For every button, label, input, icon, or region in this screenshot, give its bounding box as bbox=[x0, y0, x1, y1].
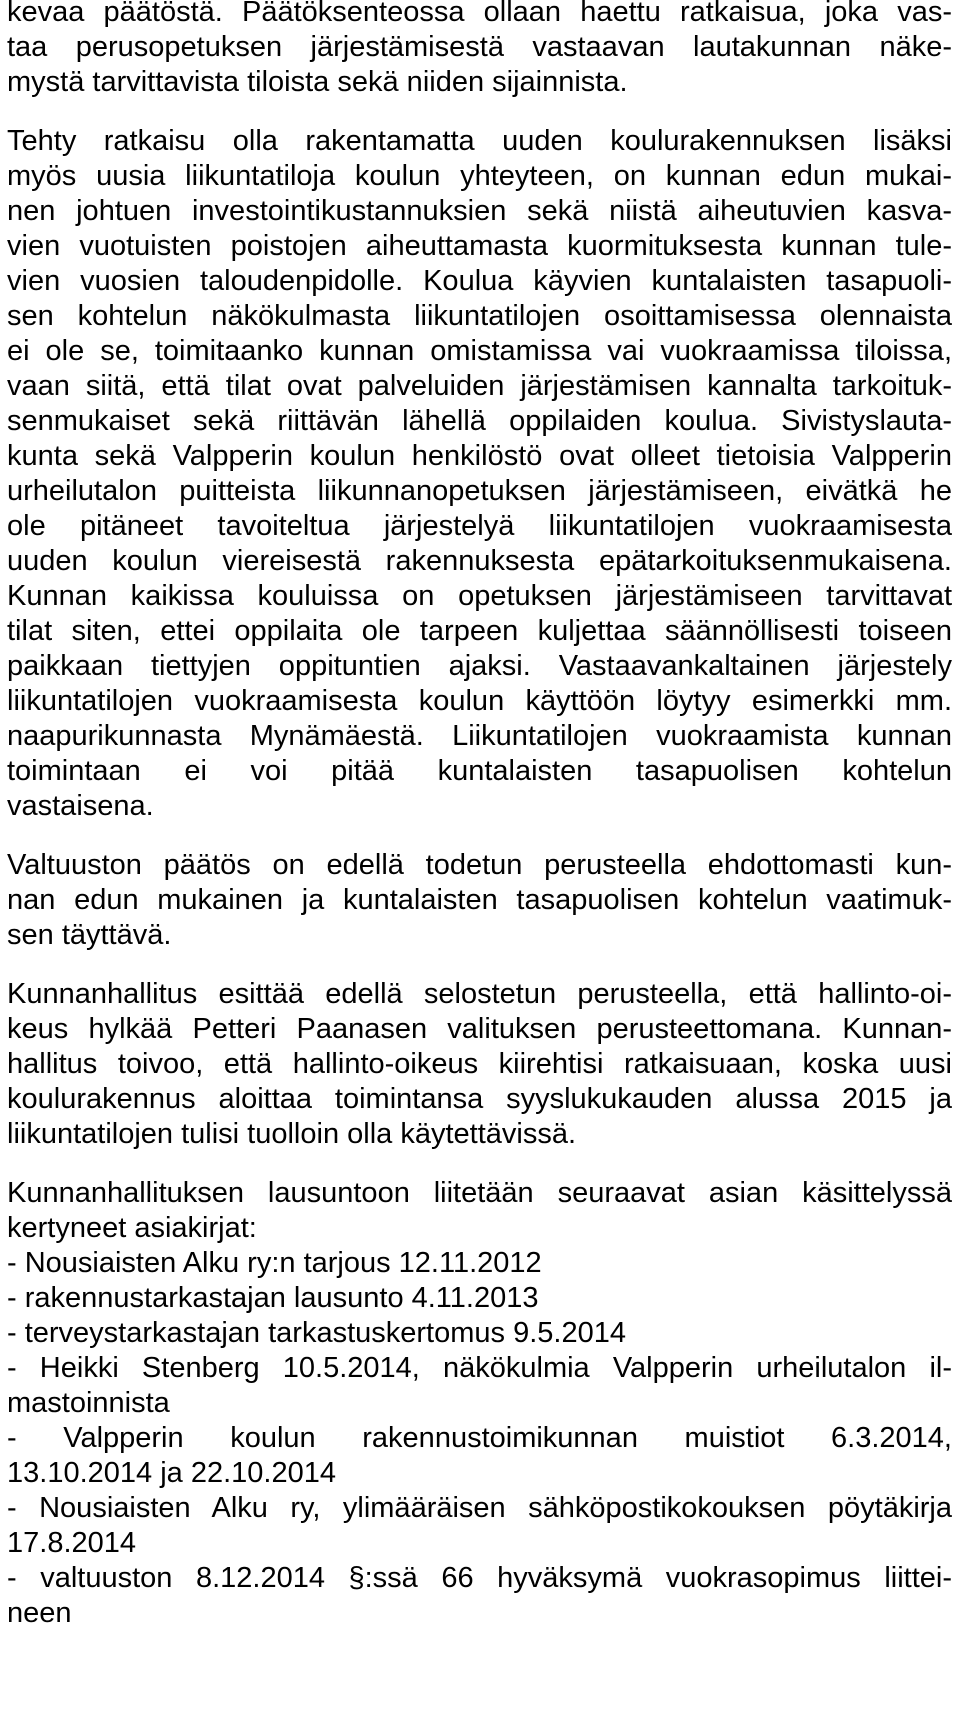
text-line: naapurikunnasta Mynämäestä. Liikuntatilojen vuokraamista kunnan bbox=[7, 720, 952, 752]
text-line: Kunnanhallituksen lausuntoon liitetään seuraavat asian käsittelyssä bbox=[7, 1177, 952, 1209]
list-item: - Heikki Stenberg 10.5.2014, näkökulmia Valpperin urheilutalon il- bbox=[7, 1352, 952, 1384]
text-line: mystä tarvittavista tiloista sekä niiden sijainnista. bbox=[7, 66, 628, 98]
list-item: - rakennustarkastajan lausunto 4.11.2013 bbox=[7, 1282, 539, 1314]
list-item: - valtuuston 8.12.2014 §:ssä 66 hyväksymä vuokrasopimus liittei- bbox=[7, 1562, 952, 1594]
text-line: nan edun mukainen ja kuntalaisten tasapuolisen kohtelun vaatimuk- bbox=[7, 884, 952, 916]
text-line: liikuntatilojen tulisi tuolloin olla käytettävissä. bbox=[7, 1118, 577, 1150]
list-item: neen bbox=[7, 1597, 72, 1629]
list-item: - Valpperin koulun rakennustoimikunnan muistiot 6.3.2014, bbox=[7, 1422, 952, 1454]
list-item: mastoinnista bbox=[7, 1387, 170, 1419]
text-line: Kunnanhallitus esittää edellä selostetun perusteella, että hallinto-oi- bbox=[7, 978, 952, 1010]
text-line: taa perusopetuksen järjestämisestä vastaavan lautakunnan näke- bbox=[7, 31, 952, 63]
text-line: Valtuuston päätös on edellä todetun perusteella ehdottomasti kun- bbox=[7, 849, 952, 881]
text-line: vaan siitä, että tilat ovat palveluiden järjestämisen kannalta tarkoituk- bbox=[7, 370, 952, 402]
text-line: Kunnan kaikissa kouluissa on opetuksen järjestämiseen tarvittavat bbox=[7, 580, 952, 612]
text-line: vien vuosien taloudenpidolle. Koulua käyvien kuntalaisten tasapuoli- bbox=[7, 265, 952, 297]
text-line: urheilutalon puitteista liikunnanopetuksen järjestämiseen, eivätkä he bbox=[7, 475, 952, 507]
list-item: 17.8.2014 bbox=[7, 1527, 137, 1559]
text-line: vastaisena. bbox=[7, 790, 154, 822]
list-item: - Nousiaisten Alku ry:n tarjous 12.11.2012 bbox=[7, 1247, 542, 1279]
text-line: tilat siten, ettei oppilaita ole tarpeen kuljettaa säännöllisesti toiseen bbox=[7, 615, 952, 647]
text-line: Tehty ratkaisu olla rakentamatta uuden koulurakennuksen lisäksi bbox=[7, 125, 952, 157]
text-line: myös uusia liikuntatiloja koulun yhteyteen, on kunnan edun mukai- bbox=[7, 160, 952, 192]
text-line: toimintaan ei voi pitää kuntalaisten tasapuolisen kohtelun bbox=[7, 755, 952, 787]
list-item: 13.10.2014 ja 22.10.2014 bbox=[7, 1457, 336, 1489]
text-line: sen kohtelun näkökulmasta liikuntatilojen osoittamisessa olennaista bbox=[7, 300, 952, 332]
text-line: ei ole se, toimitaanko kunnan omistamissa vai vuokraamissa tiloissa, bbox=[7, 335, 952, 367]
text-line: sen täyttävä. bbox=[7, 919, 172, 951]
text-line: kertyneet asiakirjat: bbox=[7, 1212, 257, 1244]
text-line: vien vuotuisten poistojen aiheuttamasta kuormituksesta kunnan tule- bbox=[7, 230, 952, 262]
text-line: liikuntatilojen vuokraamisesta koulun käyttöön löytyy esimerkki mm. bbox=[7, 685, 952, 717]
text-line: paikkaan tiettyjen oppituntien ajaksi. Vastaavankaltainen järjestely bbox=[7, 650, 952, 682]
text-line: uuden koulun viereisestä rakennuksesta epätarkoituksenmukaisena. bbox=[7, 545, 952, 577]
text-line: keus hylkää Petteri Paanasen valituksen perusteettomana. Kunnan- bbox=[7, 1013, 952, 1045]
text-line: senmukaiset sekä riittävän lähellä oppilaiden koulua. Sivistyslauta- bbox=[7, 405, 952, 437]
text-line: nen johtuen investointikustannuksien sekä niistä aiheutuvien kasva- bbox=[7, 195, 952, 227]
text-line: kunta sekä Valpperin koulun henkilöstö ovat olleet tietoisia Valpperin bbox=[7, 440, 952, 472]
list-item: - Nousiaisten Alku ry, ylimääräisen sähköpostikokouksen pöytäkirja bbox=[7, 1492, 952, 1524]
text-line: ole pitäneet tavoiteltua järjestelyä liikuntatilojen vuokraamisesta bbox=[7, 510, 952, 542]
text-line: hallitus toivoo, että hallinto-oikeus kiirehtisi ratkaisuaan, koska uusi bbox=[7, 1048, 952, 1080]
list-item: - terveystarkastajan tarkastuskertomus 9.5.2014 bbox=[7, 1317, 626, 1349]
text-line: kevaa päätöstä. Päätöksenteossa ollaan haettu ratkaisua, joka vas- bbox=[7, 0, 952, 28]
text-line: koulurakennus aloittaa toimintansa syyslukukauden alussa 2015 ja bbox=[7, 1083, 952, 1115]
